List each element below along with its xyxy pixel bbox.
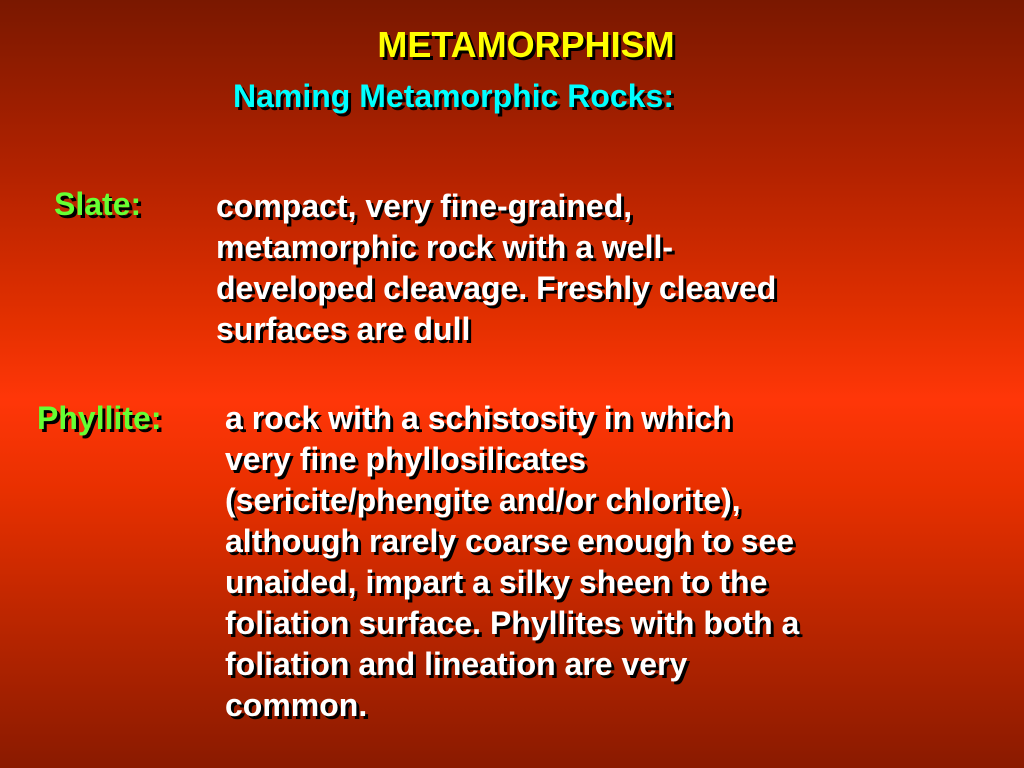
term-phyllite: Phyllite: <box>37 400 162 436</box>
term-slate: Slate: <box>54 186 142 222</box>
definition-line: developed cleavage. Freshly cleaved <box>216 270 777 306</box>
definition-line: a rock with a schistosity in which <box>225 400 732 436</box>
definition-line: (sericite/phengite and/or chlorite), <box>225 482 741 518</box>
definition-line: compact, very fine-grained, <box>216 188 633 224</box>
definition-phyllite <box>225 398 799 726</box>
definition-line: foliation surface. Phyllites with both a <box>225 605 800 641</box>
slide-subtitle: Naming Metamorphic Rocks: <box>233 78 674 114</box>
definition-line: metamorphic rock with a well- <box>216 229 673 265</box>
definition-line: although rarely coarse enough to see <box>225 523 795 559</box>
definition-line: unaided, impart a silky sheen to the <box>225 564 768 600</box>
slide-title: METAMORPHISM <box>377 24 675 65</box>
definition-line: common. <box>225 687 368 723</box>
definition-slate <box>216 186 776 350</box>
definition-line: very fine phyllosilicates <box>225 441 587 477</box>
definition-line: surfaces are dull <box>216 311 471 347</box>
definition-line: foliation and lineation are very <box>225 646 688 682</box>
